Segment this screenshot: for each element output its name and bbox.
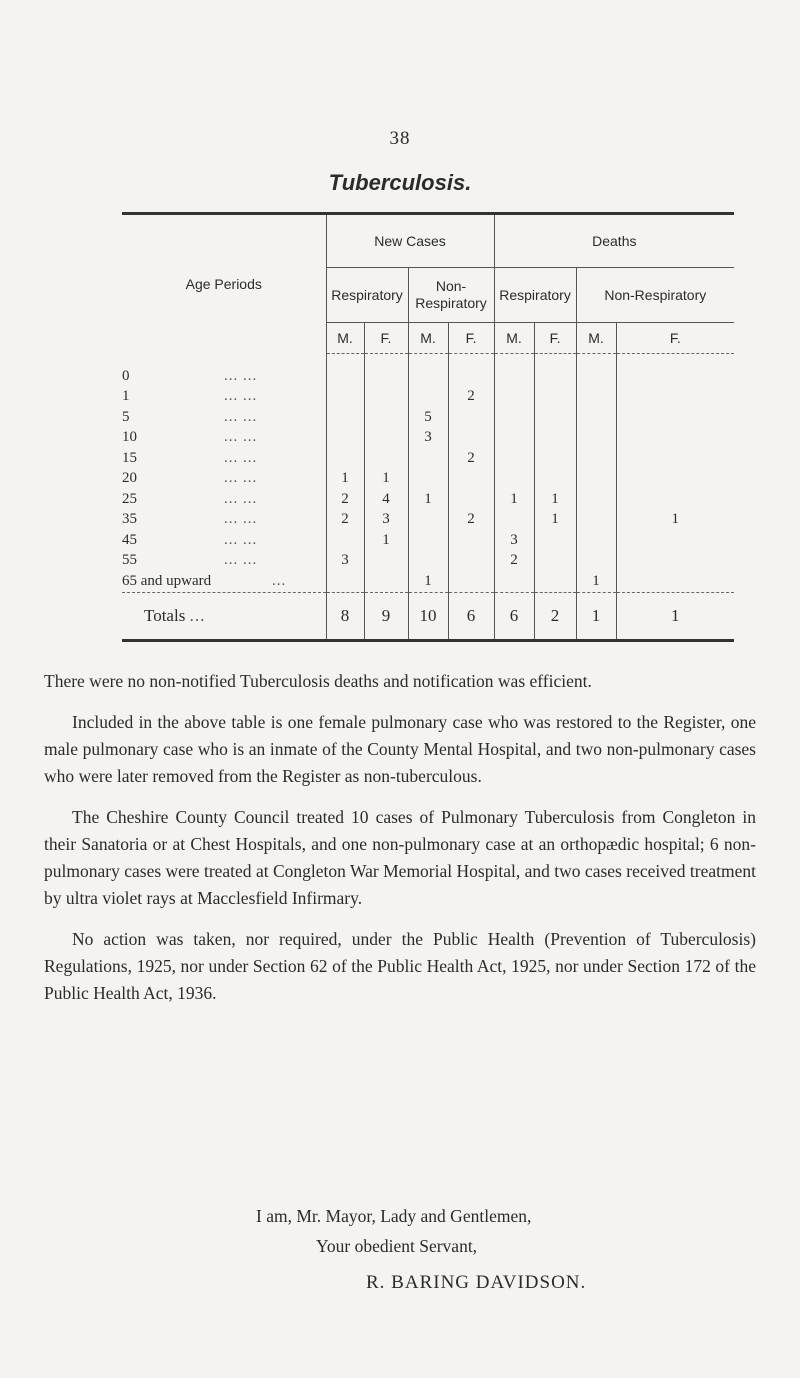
row-dots: ... ...: [224, 531, 258, 548]
new-cases-header: New Cases: [326, 214, 494, 268]
count-cell: 2: [326, 489, 364, 510]
count-cell: 1: [408, 571, 448, 592]
total-cell: 6: [448, 592, 494, 640]
count-cell: [364, 428, 408, 449]
table-row: [122, 428, 734, 449]
count-cell: [616, 387, 734, 408]
count-cell: 3: [494, 530, 534, 551]
age-period-label: 45: [122, 531, 137, 548]
count-cell: [448, 354, 494, 387]
count-cell: [576, 428, 616, 449]
count-cell: [534, 530, 576, 551]
count-cell: 5: [408, 407, 448, 428]
count-cell: [616, 551, 734, 572]
count-cell: [534, 469, 576, 490]
count-cell: [534, 387, 576, 408]
age-period-cell: [122, 407, 326, 428]
table-row: [122, 469, 734, 490]
age-period-cell: [122, 428, 326, 449]
count-cell: [534, 428, 576, 449]
count-cell: [494, 571, 534, 592]
count-cell: [408, 530, 448, 551]
count-cell: 1: [364, 469, 408, 490]
count-cell: [616, 354, 734, 387]
age-period-label: 25: [122, 490, 137, 507]
age-period-cell: [122, 354, 326, 387]
age-period-cell: [122, 571, 326, 592]
count-cell: 1: [364, 530, 408, 551]
count-cell: [494, 407, 534, 428]
count-cell: [448, 407, 494, 428]
sex-header: M.: [326, 323, 364, 354]
total-cell: 6: [494, 592, 534, 640]
table-row: [122, 571, 734, 592]
count-cell: 2: [448, 448, 494, 469]
count-cell: 2: [494, 551, 534, 572]
count-cell: [364, 448, 408, 469]
count-cell: [576, 469, 616, 490]
count-cell: [616, 448, 734, 469]
total-cell: 8: [326, 592, 364, 640]
tuberculosis-table: [122, 212, 734, 642]
sex-header: M.: [408, 323, 448, 354]
count-cell: [494, 469, 534, 490]
count-cell: [576, 354, 616, 387]
count-cell: [616, 407, 734, 428]
paragraph-regulations: No action was taken, nor required, under the Public Health (Prevention of Tuberculosis) Regulations, 1925, nor under Section 62 of the Public Health Act, 1925, nor under Section 172 of the Public Health Act, 1936.: [44, 929, 756, 1003]
count-cell: [534, 354, 576, 387]
count-cell: [326, 354, 364, 387]
count-cell: [534, 448, 576, 469]
sex-header: F.: [534, 323, 576, 354]
row-dots: ... ...: [224, 429, 258, 446]
count-cell: 1: [326, 469, 364, 490]
count-cell: 2: [326, 510, 364, 531]
age-period-cell: [122, 448, 326, 469]
count-cell: 2: [448, 387, 494, 408]
count-cell: [408, 387, 448, 408]
count-cell: [408, 469, 448, 490]
row-dots: ... ...: [224, 511, 258, 528]
page-title: Tuberculosis.: [328, 170, 472, 195]
count-cell: [408, 551, 448, 572]
age-period-label: 0: [122, 367, 130, 384]
age-period-cell: [122, 530, 326, 551]
table-row: [122, 489, 734, 510]
count-cell: [494, 354, 534, 387]
totals-label-cell: [122, 592, 326, 640]
age-period-label: 1: [122, 388, 130, 405]
totals-label: Totals: [144, 605, 186, 625]
paragraph-treatment: The Cheshire County Council treated 10 cases of Pulmonary Tuberculosis from Congleton in their Sanatoria or at Chest Hospitals, and one non-pulmonary case at an orthopædic hospital; 6 non-pulmonary cases were treated at Congleton War Memorial Hospital, and two cases received treatment by ultra violet rays at Macclesfield Infirmary.: [44, 807, 756, 908]
row-dots: ...: [272, 572, 287, 589]
count-cell: [616, 469, 734, 490]
count-cell: [408, 354, 448, 387]
total-cell: 10: [408, 592, 448, 640]
row-dots: ...: [189, 605, 206, 625]
table-row: [122, 530, 734, 551]
closing-salutation: I am, Mr. Mayor, Lady and Gentlemen,: [256, 1206, 532, 1226]
total-cell: 9: [364, 592, 408, 640]
count-cell: [364, 571, 408, 592]
count-cell: [364, 387, 408, 408]
count-cell: [364, 354, 408, 387]
age-period-cell: [122, 489, 326, 510]
row-dots: ... ...: [224, 367, 258, 384]
count-cell: 1: [576, 571, 616, 592]
row-dots: ... ...: [224, 490, 258, 507]
sex-header: F.: [616, 323, 734, 354]
total-cell: 1: [616, 592, 734, 640]
count-cell: [576, 407, 616, 428]
table-row: [122, 551, 734, 572]
count-cell: [408, 448, 448, 469]
count-cell: [448, 489, 494, 510]
count-cell: [576, 387, 616, 408]
statistics-table: [122, 212, 734, 642]
age-period-cell: [122, 551, 326, 572]
count-cell: 1: [616, 510, 734, 531]
table-row: [122, 510, 734, 531]
count-cell: [494, 510, 534, 531]
age-period-label: 35: [122, 511, 137, 528]
table-body: [122, 354, 734, 593]
count-cell: [326, 407, 364, 428]
count-cell: [448, 530, 494, 551]
count-cell: 1: [494, 489, 534, 510]
table-row: [122, 387, 734, 408]
closing-servant: Your obedient Servant,: [316, 1236, 478, 1256]
age-period-label: 55: [122, 552, 137, 569]
signature: R. BARING DAVIDSON.: [366, 1272, 587, 1293]
count-cell: [576, 530, 616, 551]
new-respiratory-header: Respiratory: [326, 268, 408, 323]
totals-row: [122, 592, 734, 640]
count-cell: [448, 571, 494, 592]
total-cell: 2: [534, 592, 576, 640]
count-cell: 3: [326, 551, 364, 572]
age-periods-header: Age Periods: [185, 275, 262, 292]
count-cell: [408, 510, 448, 531]
sex-header: M.: [494, 323, 534, 354]
row-dots: ... ...: [224, 449, 258, 466]
sex-header: M.: [576, 323, 616, 354]
count-cell: [448, 551, 494, 572]
count-cell: [534, 551, 576, 572]
age-period-cell: [122, 469, 326, 490]
row-dots: ... ...: [224, 388, 258, 405]
count-cell: [364, 407, 408, 428]
new-non-respiratory-header: Non-Respiratory: [408, 268, 494, 323]
age-period-label: 20: [122, 470, 137, 487]
count-cell: [534, 407, 576, 428]
count-cell: [326, 428, 364, 449]
count-cell: [326, 530, 364, 551]
paragraph-notification: There were no non-notified Tuberculosis deaths and notification was efficient.: [44, 671, 592, 691]
count-cell: [448, 428, 494, 449]
report-text: [44, 668, 756, 1021]
count-cell: [616, 571, 734, 592]
age-period-cell: [122, 387, 326, 408]
total-cell: 1: [576, 592, 616, 640]
age-period-cell: [122, 510, 326, 531]
count-cell: [448, 469, 494, 490]
count-cell: [576, 448, 616, 469]
sex-header: F.: [448, 323, 494, 354]
sex-header: F.: [364, 323, 408, 354]
count-cell: [616, 428, 734, 449]
count-cell: [494, 448, 534, 469]
deaths-non-respiratory-header: Non-Respiratory: [576, 268, 734, 323]
count-cell: [616, 530, 734, 551]
deaths-header: Deaths: [494, 214, 734, 268]
count-cell: [576, 489, 616, 510]
count-cell: [494, 428, 534, 449]
count-cell: [576, 510, 616, 531]
count-cell: [326, 448, 364, 469]
paragraph-included: Included in the above table is one female pulmonary case who was restored to the Register, one male pulmonary case who is an inmate of the County Mental Hospital, and two non-pulmonary cases who were later removed from the Register as non-tuberculous.: [44, 712, 756, 786]
count-cell: 1: [408, 489, 448, 510]
count-cell: [534, 571, 576, 592]
age-period-label: 10: [122, 429, 137, 446]
count-cell: 1: [534, 510, 576, 531]
row-dots: ... ...: [224, 470, 258, 487]
deaths-respiratory-header: Respiratory: [494, 268, 576, 323]
count-cell: 3: [408, 428, 448, 449]
count-cell: [616, 489, 734, 510]
table-row: [122, 448, 734, 469]
age-period-label: 5: [122, 408, 130, 425]
count-cell: [326, 571, 364, 592]
row-dots: ... ...: [224, 552, 258, 569]
table-row: [122, 354, 734, 387]
count-cell: [326, 387, 364, 408]
row-dots: ... ...: [224, 408, 258, 425]
table-row: [122, 407, 734, 428]
count-cell: [364, 551, 408, 572]
count-cell: 1: [534, 489, 576, 510]
age-period-label: 15: [122, 449, 137, 466]
count-cell: [494, 387, 534, 408]
count-cell: [576, 551, 616, 572]
count-cell: 4: [364, 489, 408, 510]
page-number: 38: [389, 128, 411, 149]
count-cell: 3: [364, 510, 408, 531]
count-cell: 2: [448, 510, 494, 531]
age-period-label: 65 and upward: [122, 572, 212, 589]
